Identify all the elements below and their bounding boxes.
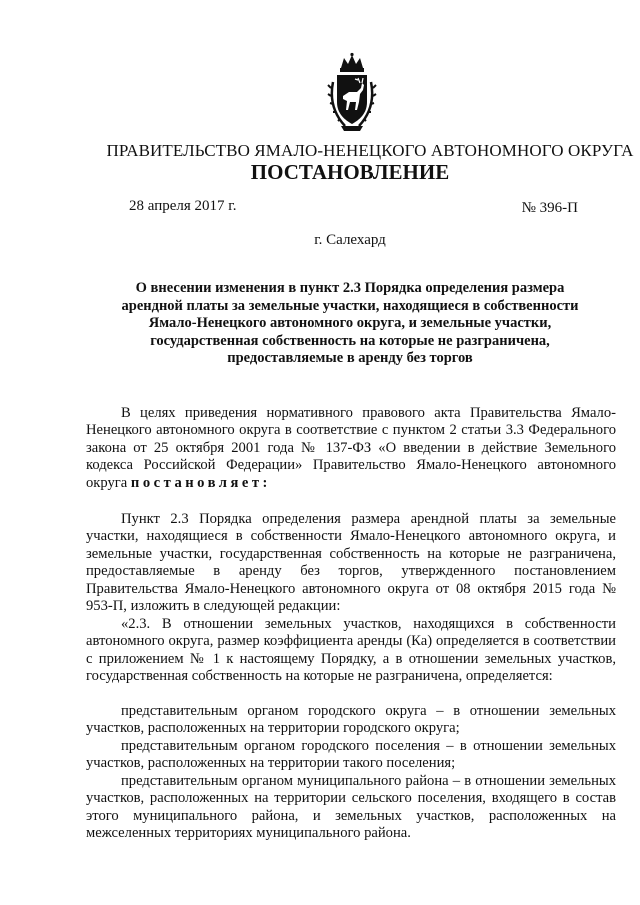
subject-line: предоставляемые в аренду без торгов (227, 350, 473, 366)
government-title: ПРАВИТЕЛЬСТВО ЯМАЛО-НЕНЕЦКОГО АВТОНОМНОГО ОКРУГА (106, 141, 634, 160)
urban-settlement-paragraph (86, 738, 616, 773)
amendment-text: Пункт 2.3 Порядка определения размера арендной платы за земельные участки, находящиеся в собственности Ямало-Ненецкого автономного округа, и земельные участки, государственная собственность на которые не разграничена, предоставляемые в аренду без торгов, утвержденного постановлением Правительства Ямало-Ненецкого автономного округа от 08 октября 2015 года № 953-П, изложить в следующей редакции: (86, 511, 616, 615)
yamal-coat-of-arms-icon (327, 52, 377, 134)
document-date: 28 апреля 2017 г. (129, 198, 237, 214)
document-number: № 396-П (521, 200, 578, 216)
decree-word: постановляет: (130, 474, 271, 491)
subject-line: Ямало-Ненецкого автономного округа, и земельные участки, (148, 315, 552, 331)
preamble-paragraph (86, 405, 616, 492)
document-subject (100, 280, 600, 368)
document-type-title: ПОСТАНОВЛЕНИЕ (250, 160, 450, 184)
municipal-district-paragraph (86, 773, 616, 843)
municipal-district-text: представительным органом муниципального района – в отношении земельных участков, расположенных на территории сельского поселения, входящего в состав этого муниципального района, и земельных участков, расположенных на межселенных территориях муниципального района. (86, 773, 616, 842)
urban-settlement-text: представительным органом городского поселения – в отношении земельных участков, расположенных на территории такого поселения; (86, 738, 616, 772)
subject-line: государственная собственность на которые не разграничена, (150, 332, 550, 349)
new-wording-paragraph (86, 616, 616, 686)
urban-district-text: представительным органом городского округа – в отношении земельных участков, расположенных на территории городского округа; (86, 703, 616, 737)
amendment-paragraph (86, 511, 616, 615)
document-city: г. Салехард (314, 232, 386, 248)
urban-district-paragraph (86, 703, 616, 738)
preamble-text: В целях приведения нормативного правового акта Правительства Ямало-Ненецкого автономного округа в соответствие с пунктом 2 статьи 3.3 Федерального закона от 25 октября 2001 года № 137-ФЗ «О введении в действие Земельного кодекса Российской Федерации» Правительство Ямало-Ненецкого автономного округа (86, 405, 616, 491)
new-wording-text: «2.3. В отношении земельных участков, находящихся в собственности автономного округа, размер коэффициента аренды (Ка) определяется в соответствии с приложением № 1 к настоящему Порядку, а в отношении земельных участков, государственная собственность на которые не разграничена, определяется: (86, 616, 616, 685)
subject-line: О внесении изменения в пункт 2.3 Порядка определения размера (135, 280, 565, 296)
subject-line: арендной платы за земельные участки, находящиеся в собственности (121, 297, 579, 314)
